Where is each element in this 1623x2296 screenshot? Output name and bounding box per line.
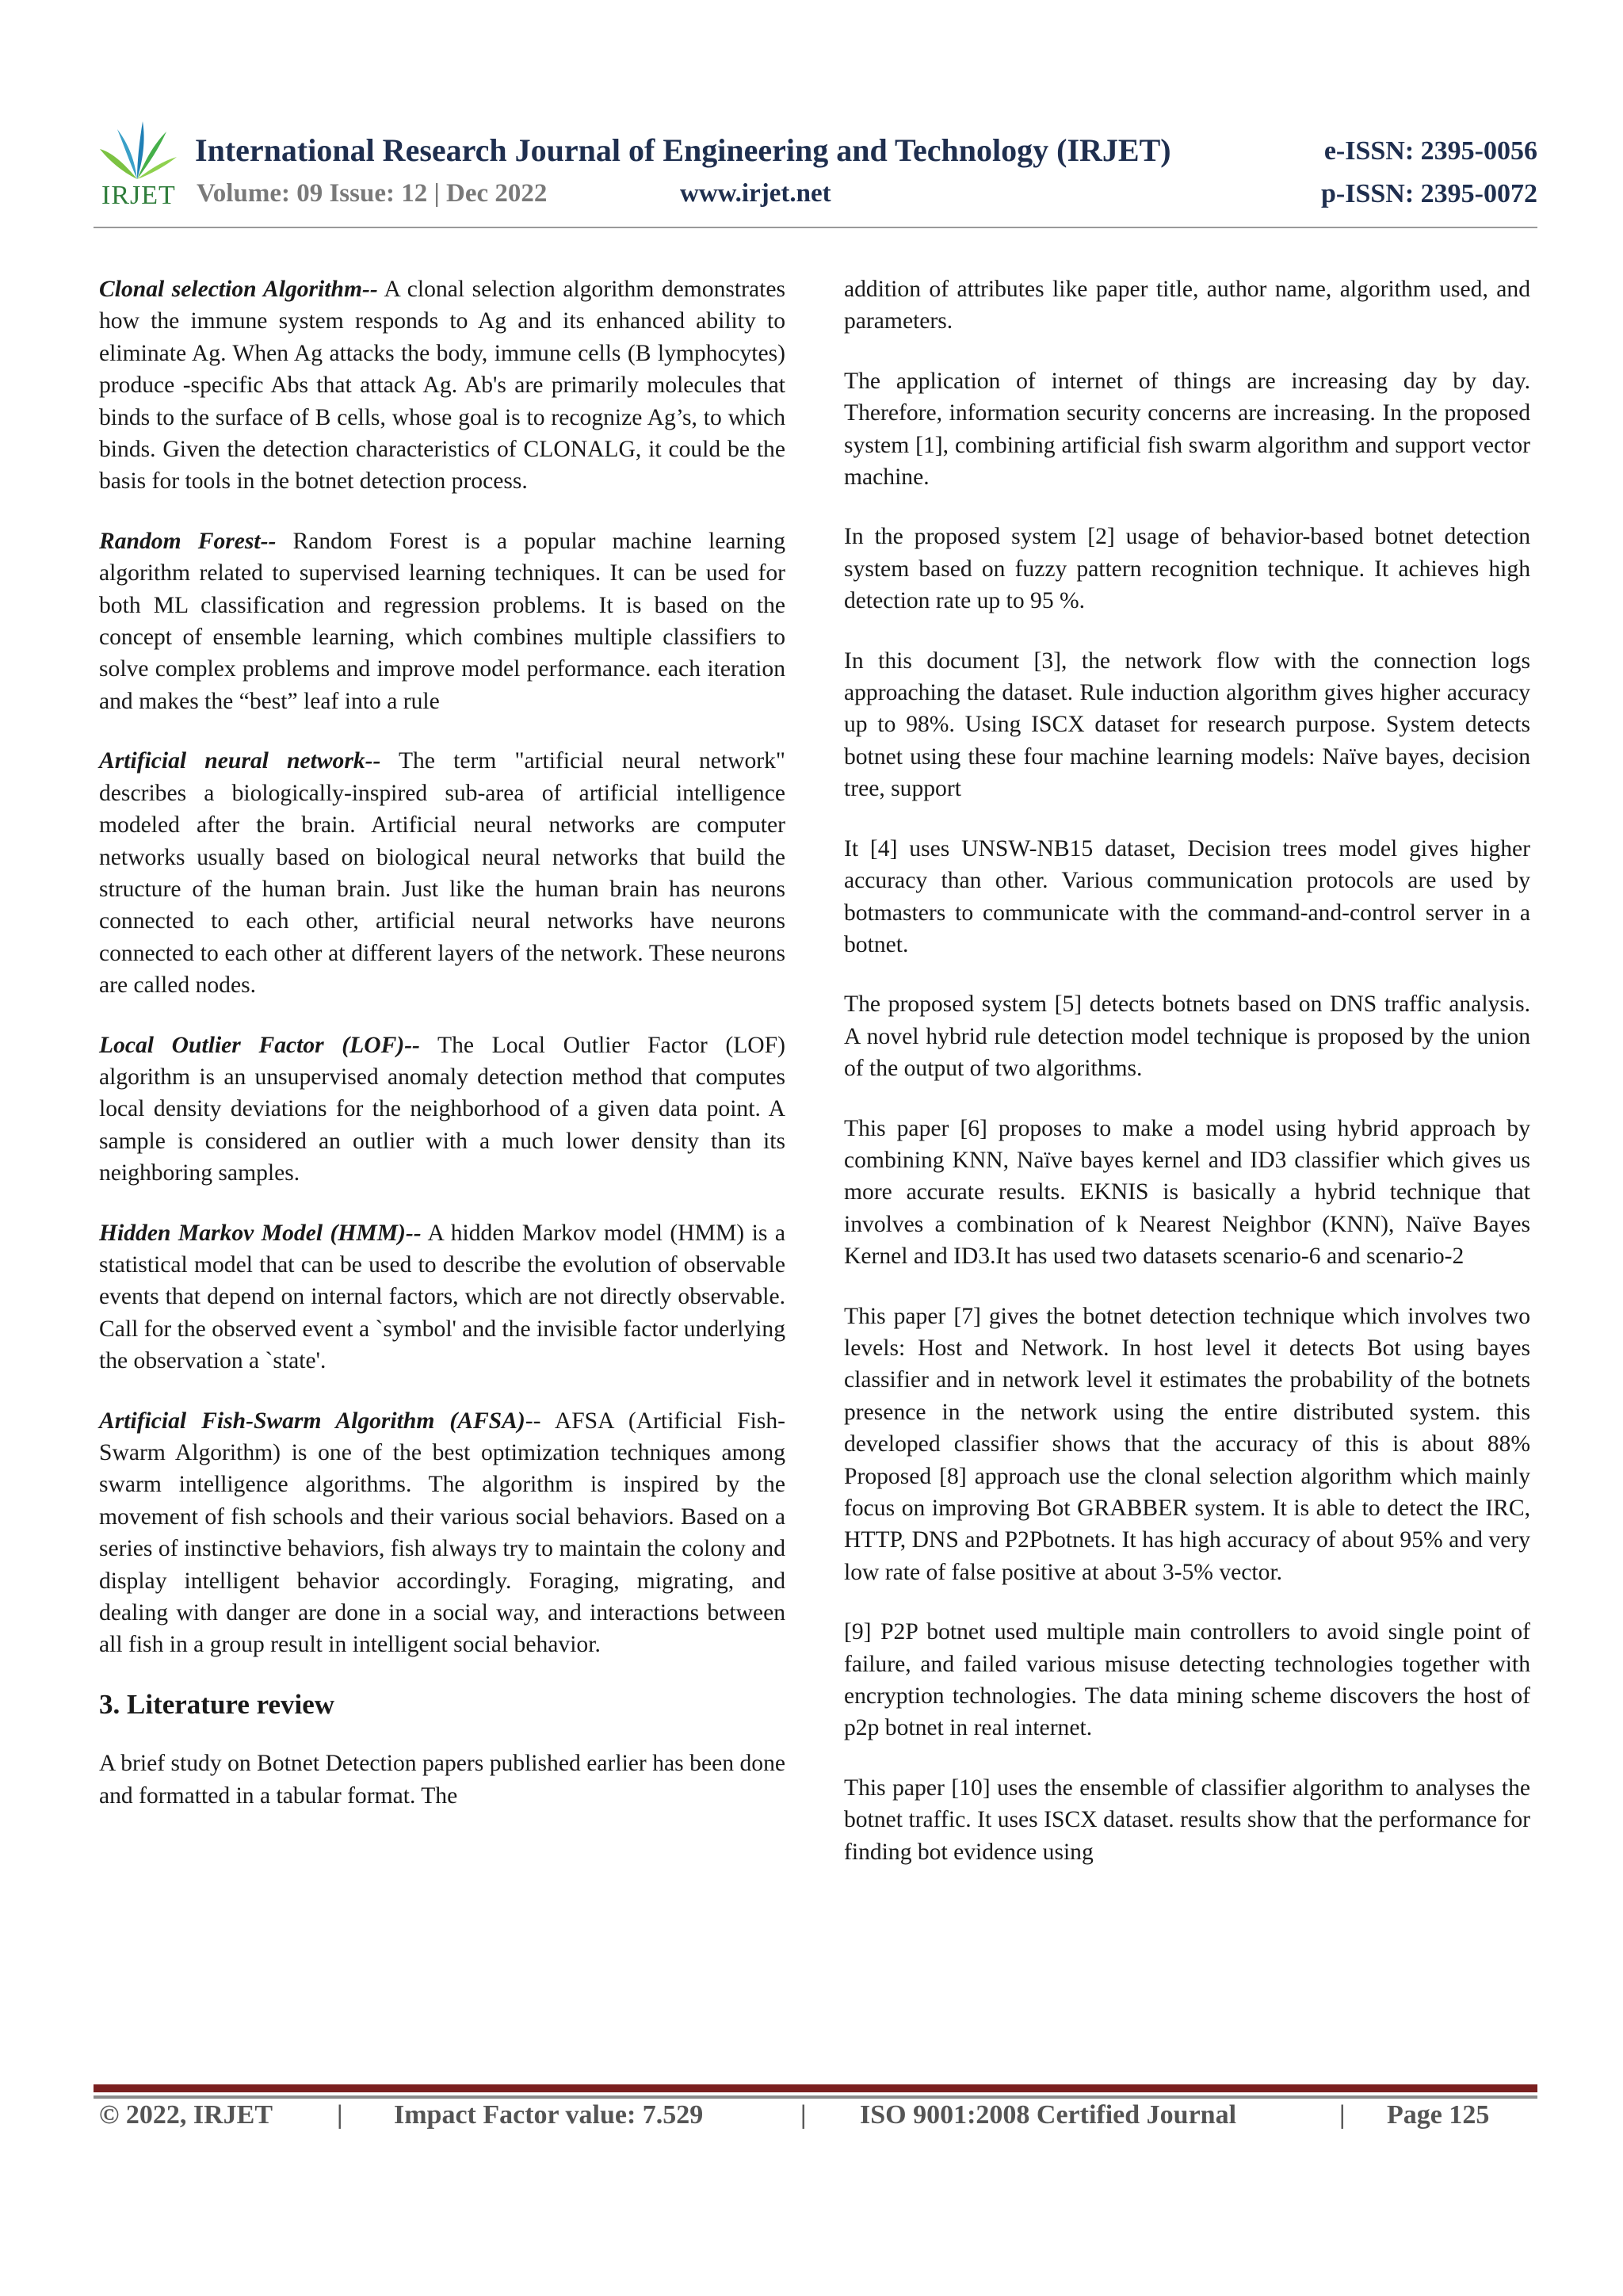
paragraph: In the proposed system [2] usage of behavior-based botnet detection system based on fuzzy pattern recognition technique. It achieves high detection rate up to 95 %. bbox=[844, 524, 1530, 614]
paragraph-text: The Local Outlier Factor (LOF) algorithm is an unsupervised anomaly detection method that computes local density deviations for the neighborhood of a given data point. A sample is considered an outlier with a much lower density than its neighboring samples. bbox=[99, 1032, 785, 1186]
pissn: p-ISSN: 2395-0072 bbox=[1321, 179, 1537, 208]
paragraph: [9] P2P botnet used multiple main controllers to avoid single point of failure, and failed various misuse detecting technologies together with encryption technologies. The data mining scheme discovers the host of p2p botnet in real internet. bbox=[844, 1619, 1530, 1741]
paragraph-text: The term "artificial neural network" describes a biologically-inspired sub-area of artificial intelligence modeled after the brain. Artificial neural networks are computer networks usually based on biological neural networks that build the structure of the human brain. Just like the human brain has neurons connected to each other, artificial neural networks have neurons connected to each other at different layers of the network. These neurons are called nodes. bbox=[99, 748, 786, 999]
header-divider bbox=[94, 227, 1537, 228]
journal-website[interactable]: www.irjet.net bbox=[680, 179, 831, 208]
paragraph-literature-intro: A brief study on Botnet Detection papers published earlier has been done and formatted in a tabular format. The bbox=[99, 1751, 785, 1809]
paragraph: addition of attributes like paper title, author name, algorithm used, and parameters. bbox=[844, 277, 1530, 334]
paragraph: The proposed system [5] detects botnets based on DNS traffic analysis. A novel hybrid rule detection model technique is proposed by the union of the output of two algorithms. bbox=[844, 991, 1530, 1082]
term-clonal-selection: Clonal selection Algorithm-- bbox=[99, 277, 378, 302]
footer-divider-thin bbox=[94, 2095, 1537, 2099]
page-footer bbox=[99, 2100, 1537, 2140]
paragraph-hmm bbox=[99, 1217, 785, 1377]
paragraph: This paper [7] gives the botnet detection technique which involves two levels: Host and Network. In host level it detects Bot using bayes classifier and in network level it estimates the probability of the botnets presence in the network using the entire distributed system. this developed classifier shows that the accuracy of this is about 88% Proposed [8] approach use the clonal selection algorithm which mainly focus on improving Bot GRABBER system. It is able to detect the IRC, HTTP, DNS and P2Pbotnets. It has high accuracy of about 95% and very low rate of false positive at about 3-5% vector. bbox=[844, 1303, 1530, 1585]
paragraph-ann bbox=[99, 745, 785, 1001]
footer-separator: | bbox=[1339, 2100, 1346, 2130]
term-hmm: Hidden Markov Model (HMM)-- bbox=[99, 1220, 422, 1246]
paragraph: In this document [3], the network flow with the connection logs approaching the dataset. Rule induction algorithm gives higher accuracy up to 98%. Using ISCX dataset for research purpose. System detects botnet using these four machine learning models: Naïve bayes, decision tree, support bbox=[844, 648, 1530, 802]
paragraph-random-forest bbox=[99, 525, 785, 717]
footer-divider-thick bbox=[94, 2084, 1537, 2092]
paragraph-text: A clonal selection algorithm demonstrates how the immune system responds to Ag and its enhanced ability to eliminate Ag. When Ag attacks the body, immune cells (B lymphocytes) produce -specific Abs that attack Ag. Ab's are primarily molecules that binds to the surface of B cells, whose goal is to recognize Ag’s, to which binds. Given the detection characteristics of CLONALG, it could be the basis for tools in the botnet detection process. bbox=[99, 277, 785, 495]
left-column bbox=[99, 273, 785, 1839]
footer-impact-factor: Impact Factor value: 7.529 bbox=[394, 2100, 704, 2130]
footer-page-number: Page 125 bbox=[1387, 2100, 1490, 2130]
journal-title: International Research Journal of Engineering and Technology (IRJET) bbox=[195, 132, 1171, 168]
section-heading-literature-review: 3. Literature review bbox=[99, 1688, 335, 1720]
paragraph-text: Random Forest is a popular machine learning algorithm related to supervised learning techniques. It can be used for both ML classification and regression problems. It is based on the concept of ensemble learning, which combines multiple classifiers to solve complex problems and improve model performance. each iteration and makes the “best” leaf into a rule bbox=[99, 528, 785, 714]
logo-text: IRJET bbox=[101, 181, 176, 210]
paragraph: This paper [6] proposes to make a model using hybrid approach by combining KNN, Naïve bayes kernel and ID3 classifier which gives us more accurate results. EKNIS is basically a hybrid technique that involves a combination of k Nearest Neighbor (KNN), Naïve Bayes Kernel and ID3.It has used two datasets scenario-6 and scenario-2 bbox=[844, 1115, 1530, 1270]
volume-issue: Volume: 09 Issue: 12 | Dec 2022 bbox=[197, 179, 548, 208]
page-header bbox=[94, 117, 1537, 236]
paragraph-lof bbox=[99, 1030, 785, 1190]
term-afsa: Artificial Fish-Swarm Algorithm (AFSA) bbox=[99, 1408, 525, 1434]
paragraph: This paper [10] uses the ensemble of classifier algorithm to analyses the botnet traffic. It uses ISCX dataset. results show that the performance for finding bot evidence using bbox=[844, 1775, 1530, 1865]
footer-iso: ISO 9001:2008 Certified Journal bbox=[860, 2100, 1237, 2130]
paragraph-text: A hidden Markov model (HMM) is a statistical model that can be used to describe the evolution of observable events that depend on internal factors, which are not directly observable. Call for the observed event a `symbol' and the invisible factor underlying the observation a `state'. bbox=[99, 1220, 786, 1374]
eissn: e-ISSN: 2395-0056 bbox=[1323, 136, 1537, 166]
paragraph-afsa bbox=[99, 1405, 785, 1661]
term-lof: Local Outlier Factor (LOF)-- bbox=[99, 1032, 420, 1058]
paragraph: The application of internet of things are increasing day by day. Therefore, information security concerns are increasing. In the proposed system [1], combining artificial fish swarm algorithm and support vector machine. bbox=[844, 368, 1530, 491]
footer-copyright: © 2022, IRJET bbox=[99, 2100, 273, 2130]
footer-separator: | bbox=[337, 2100, 343, 2130]
paragraph-text: -- AFSA (Artificial Fish-Swarm Algorithm) is one of the best optimization techniques among swarm intelligence algorithms. The algorithm is inspired by the movement of fish schools and their various social behaviors. Based on a series of instinctive behaviors, fish always try to maintain the colony and display intelligent behavior accordingly. Foraging, migrating, and dealing with danger are done in a social way, and interactions between all fish in a group result in intelligent social behavior. bbox=[99, 1408, 786, 1658]
footer-separator: | bbox=[800, 2100, 807, 2130]
term-random-forest: Random Forest-- bbox=[99, 528, 277, 554]
right-column bbox=[844, 273, 1530, 1896]
term-ann: Artificial neural network-- bbox=[99, 748, 381, 774]
paragraph: It [4] uses UNSW-NB15 dataset, Decision trees model gives higher accuracy than other. Various communication protocols are used by botmasters to communicate with the command-and-control server in a botnet. bbox=[844, 835, 1530, 957]
paragraph-clonal-selection bbox=[99, 273, 785, 498]
